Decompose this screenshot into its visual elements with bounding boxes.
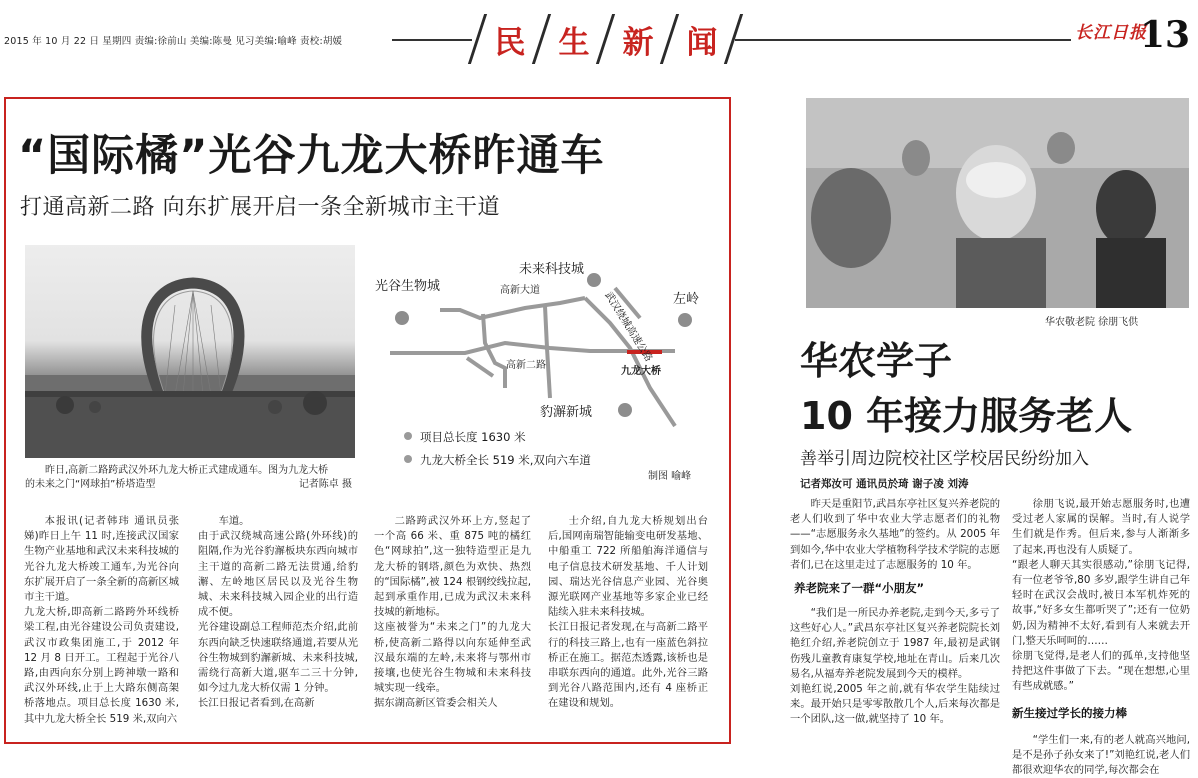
map-label-zuoling: 左岭 <box>673 292 700 307</box>
left-column-3: 二路跨武汉外环上方,竖起了一个高 66 米、重 875 吨的橘红色“网球拍”,这一独特造型正是九龙大桥的钢塔,颜色为欢快、热烈的“国际橘”,被 124 根钢绞线拉起,起到承重作用,已成为武汉未来科技城的新地标。 这座被誉为“未来之门”的九龙大桥,使高新二路得以向东延伸至武汉最东端的左岭,未来将与鄂州市接壤,也使光谷生物城和未来科技城实现一线牵。 据东湖高新区管委会相关人 <box>374 515 531 710</box>
map-legend-bridge: 九龙大桥全长 519 米,双向六车道 <box>420 453 591 467</box>
map-label-gaoxin-dadao: 高新大道 <box>500 285 540 296</box>
page-number: 13 <box>1140 14 1191 56</box>
left-column-1: 本报讯(记者韩玮 通讯员张娣)昨日上午 11 时,连接武汉国家生物产业基地和武汉未来科技城的光谷九龙大桥竣工通车,为光谷向东扩展开启了一条全新的高新区城市主干道。 九龙大桥,即高新二路跨外环线桥梁工程,由光谷建设公司负责建设,武汉市政集团施工,于 2012 年 12 月 8 日开工。工程起于光谷八路,由西向东分别上跨神墩一路和武汉外环线,止于上大路东侧高架桥落地点。项目总长度 1630 米,其中九龙大桥全长 519 米,双向六 <box>24 515 179 725</box>
map-label-gaoxin-erlu: 高新二路 <box>506 360 546 371</box>
map-credit: 制图 喻峰 <box>648 471 692 482</box>
left-headline: “国际橘”光谷九龙大桥昨通车 <box>18 131 605 181</box>
newspaper-logo: 长江日报 <box>1075 23 1147 43</box>
right-section-heading-1: 养老院来了一群“小朋友” <box>794 581 925 596</box>
photo-caption-line-2: 的未来之门“网球拍”桥塔造型 <box>25 479 156 490</box>
map-label-expressway: 武汉绕城高速公路 <box>602 290 655 364</box>
right-column-2 <box>1012 497 1190 777</box>
right-col1-para1: 昨天是重阳节,武昌东亭社区复兴养老院的老人们收到了华中农业大学志愿者们的礼物——“志愿服务永久基地”的签约。从 2005 年到如今,华中农业大学植物科学技术学院的志愿者们,已在这里走过了志愿服务的 10 年。 <box>790 498 1000 571</box>
masthead-char: 新 <box>622 24 654 61</box>
header-rule-right <box>735 39 1071 41</box>
photo-caption-line-1: 昨日,高新二路跨武汉外环九龙大桥正式建成通车。图为九龙大桥 <box>45 465 329 476</box>
route-map <box>375 248 715 478</box>
nursing-home-illustration <box>806 98 1189 308</box>
right-byline: 记者郑汝可 通讯员於琦 谢子凌 刘涛 <box>800 478 969 490</box>
left-subheadline: 打通高新二路 向东扩展开启一条全新城市主干道 <box>20 195 500 220</box>
right-col1-para2: “我们是一所民办养老院,走到今天,多亏了这些好心人。”武昌东亭社区复兴养老院院长刘艳红介绍,养老院创立于 1987 年,最初是武钢伤残儿童教育康复学校,地址在青山。后来几次易名,从福寿养老院发展到今天的模样。 刘艳红说,2005 年之前,就有华农学生陆续过来。最开始只是零零散散几个人,后来每次都是一个团队,这一做,就坚持了 10 年。 <box>790 607 1000 726</box>
left-column-2: 车道。 由于武汉绕城高速公路(外环线)的阻隔,作为光谷豹澥板块东西向城市主干道的高新二路无法贯通,给豹澥、左岭地区居民以及光谷生物城、未来科技城入园企业的出行造成不便。 光谷建设副总工程师范杰介绍,此前东西向缺乏快速联络通道,若要从光谷生物城到豹澥新城、未来科技城,需绕行高新大道,驱车二三十分钟,如今过九龙大桥仅需 1 分钟。 长江日报记者看到,在高新 <box>198 515 358 710</box>
masthead-char: 生 <box>558 24 590 61</box>
photo-caption <box>25 464 360 492</box>
issue-meta-line: 2015 年 10 月 22 日 星期四 责编:徐前山 美编:陈曼 见习美编:喻峰 责校:胡媛 <box>4 36 343 47</box>
right-subheadline: 善举引周边院校社区学校居民纷纷加入 <box>800 449 1089 469</box>
photo2-caption: 华农敬老院 徐朋飞供 <box>1045 317 1139 328</box>
header-rule-left <box>392 39 472 41</box>
map-label-weilai: 未来科技城 <box>519 262 585 277</box>
right-headline-line-1: 华农学子 <box>800 339 953 383</box>
nursing-home-photo <box>806 98 1189 308</box>
right-headline-line-2: 10 年接力服务老人 <box>800 394 1133 438</box>
left-column-4: 士介绍,自九龙大桥规划出台后,国网南瑞智能输变电研发基地、中船重工 722 所船舶海洋通信与电子信息技术研发基地、千人计划园、瑞达光谷信息产业园、光谷奥源光联网产业基地等多家企业已经陆续入驻未来科技城。 长江日报记者发现,在与高新二路平行的科技三路上,也有一座蓝色斜拉桥正在施工。据范杰透露,该桥也是串联东西向的通道。此外,光谷三路到光谷八路范围内,还有 4 座桥正在建设和规划。 <box>548 515 708 710</box>
photo-credit: 记者陈卓 摄 <box>298 479 352 490</box>
section-masthead <box>470 12 738 66</box>
right-column-1 <box>790 497 1000 746</box>
right-col2-para2: “学生们一来,有的老人就高兴地问,是不是孙子孙女来了!”刘艳红说,老人们都很欢迎华农的同学,每次都会在 <box>1012 733 1190 777</box>
map-legend-length: 项目总长度 1630 米 <box>420 430 526 444</box>
masthead-char: 民 <box>494 24 526 61</box>
masthead-char: 闻 <box>686 24 718 61</box>
bridge-photo <box>25 245 355 458</box>
right-col2-para1: 徐朋飞说,最开始志愿服务时,也遭受过老人家属的误解。当时,有人说学生们就是作秀。但后来,参与人渐渐多了起来,再也没有人质疑了。 “跟老人聊天其实很感动,”徐朋飞记得,有一位老爷爷,80 多岁,跟学生讲自己年轻时在武汉会战时,被日本军机炸死的故事,“好多女生都听哭了”;还有一位奶奶,因为精神不太好,看到有人来就去开门,整天乐呵呵的…… 徐朋飞觉得,是老人们的孤单,支持他坚持把这件事做了下去。“现在想想,心里有些成就感。” <box>1012 498 1190 693</box>
right-section-heading-2: 新生接过学长的接力棒 <box>1012 705 1127 720</box>
map-label-jiulong: 九龙大桥 <box>621 366 661 377</box>
bridge-illustration <box>25 245 355 458</box>
map-label-guanggu: 光谷生物城 <box>375 279 441 294</box>
map-label-baoxie: 豹澥新城 <box>540 405 593 420</box>
